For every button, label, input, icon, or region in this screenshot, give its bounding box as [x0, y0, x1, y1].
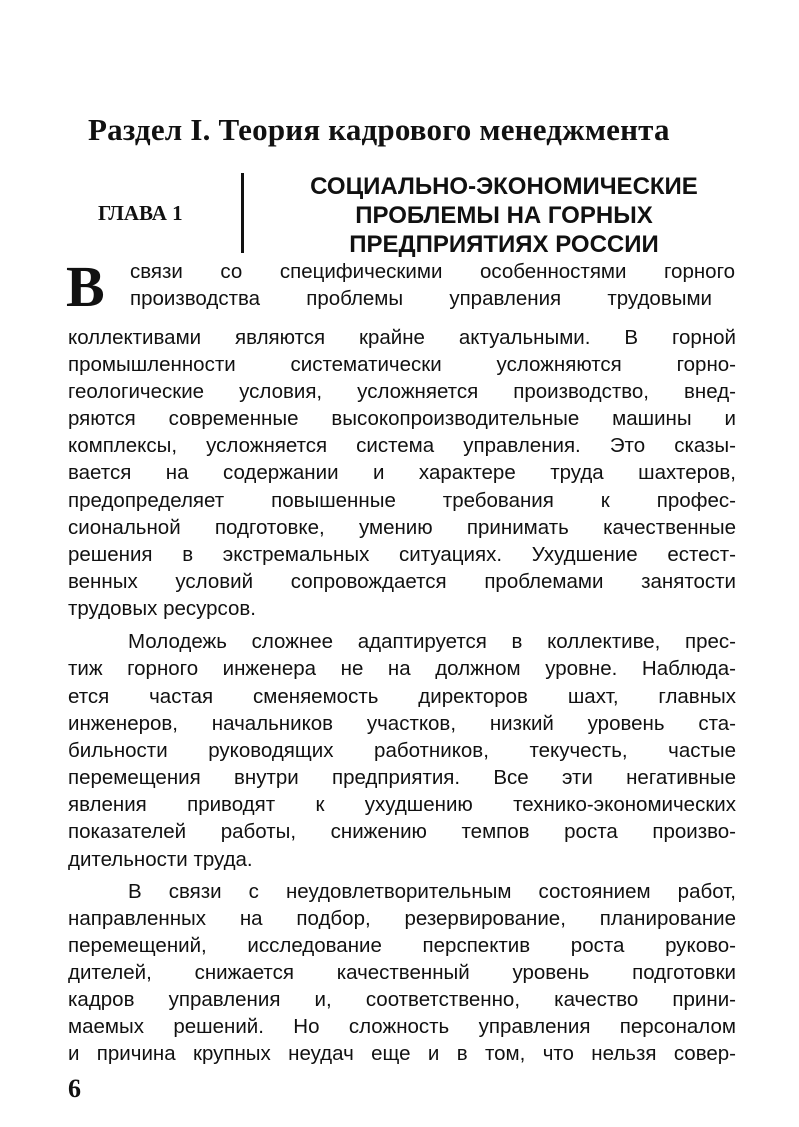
text-line: промышленности систематически усложняются горно- — [68, 353, 736, 376]
chapter-title-line: СОЦИАЛЬНО-ЭКОНОМИЧЕСКИЕ — [310, 173, 698, 200]
text-line: кадров управления и, соответственно, качество прини- — [68, 988, 736, 1011]
text-line: перемещений, исследование перспектив роста руково- — [68, 934, 736, 957]
section-title: Раздел I. Теория кадрового менеджмента — [88, 112, 670, 147]
text-line: и причина крупных неудач еще и в том, что нельзя совер- — [68, 1042, 736, 1065]
text-line: геологические условия, усложняется производство, внед- — [68, 380, 736, 403]
chapter-title-line: ПРОБЛЕМЫ НА ГОРНЫХ — [355, 202, 653, 229]
chapter-label: ГЛАВА 1 — [98, 201, 183, 225]
chapter-divider — [241, 173, 244, 253]
text-line: коллективами являются крайне актуальными. В горной — [68, 326, 736, 349]
text-line: перемещения внутри предприятия. Все эти негативные — [68, 766, 736, 789]
text-line: решения в экстремальных ситуациях. Ухудшение естест- — [68, 543, 736, 566]
text-line: явления приводят к ухудшению технико-экономических — [68, 793, 736, 816]
text-line: вается на содержании и характере труда шахтеров, — [68, 461, 736, 484]
text-line: Молодежь сложнее адаптируется в коллективе, прес- — [128, 630, 736, 653]
page-number: 6 — [68, 1074, 81, 1103]
text-line: ется частая сменяемость директоров шахт, главных — [68, 685, 736, 708]
text-line: трудовых ресурсов. — [68, 597, 257, 620]
text-line: сиональной подготовке, умению принимать качественные — [68, 516, 736, 539]
text-line: тиж горного инженера не на должном уровне. Наблюда- — [68, 657, 736, 680]
text-line: дителей, снижается качественный уровень подготовки — [68, 961, 736, 984]
text-line: направленных на подбор, резервирование, планирование — [68, 907, 736, 930]
text-line: показателей работы, снижению темпов роста произво- — [68, 820, 736, 843]
drop-cap: В — [66, 254, 105, 319]
text-line: В связи с неудовлетворительным состоянием работ, — [128, 880, 736, 903]
text-line: ряются современные высокопроизводительные машины и — [68, 407, 736, 430]
text-line: предопределяет повышенные требования к профес- — [68, 489, 736, 512]
chapter-title-line: ПРЕДПРИЯТИЯХ РОССИИ — [349, 231, 659, 258]
text-line: комплексы, усложняется система управления. Это сказы- — [68, 434, 736, 457]
text-line: венных условий сопровождается проблемами занятости — [68, 570, 736, 593]
text-line: маемых решений. Но сложность управления персоналом — [68, 1015, 736, 1038]
text-line: дительности труда. — [68, 848, 253, 871]
text-line: производства проблемы управления трудовыми — [130, 287, 712, 310]
chapter-title — [264, 172, 744, 259]
text-line: бильности руководящих работников, текучесть, частые — [68, 739, 736, 762]
text-line: инженеров, начальников участков, низкий уровень ста- — [68, 712, 736, 735]
text-line: связи со специфическими особенностями горного — [130, 260, 735, 283]
